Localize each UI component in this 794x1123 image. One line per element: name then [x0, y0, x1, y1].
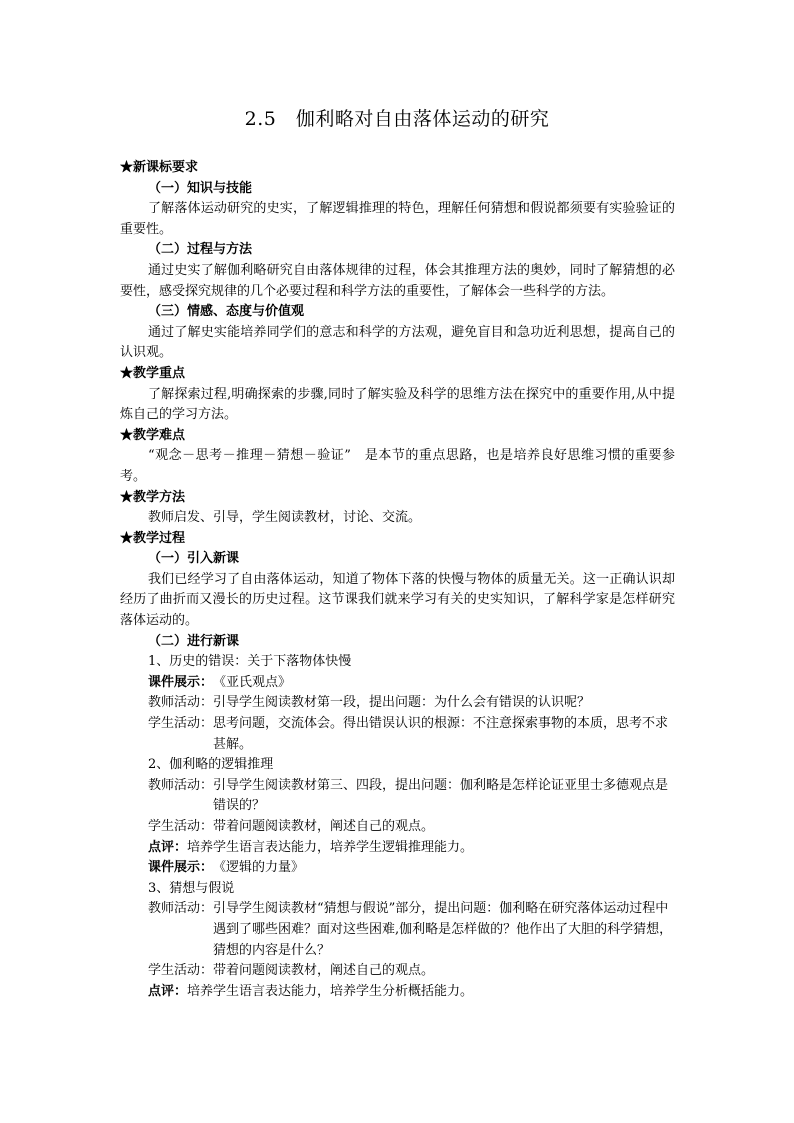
paragraph-fangfa: 教师启发、引导，学生阅读教材，讨论、交流。 — [148, 510, 422, 526]
student-label: 学生活动： — [148, 819, 214, 834]
comment-label: 点评： — [148, 839, 188, 855]
student-text: 思考问题，交流体会。得出错误认识的根源：不注意探索事物的本质，思考不求甚解。 — [213, 716, 669, 752]
teacher-label: 教师活动： — [148, 777, 214, 793]
paragraph-nandian: “观念－思考－推理－猜想－验证” 是本节的重点思路，也是培养良好思维习惯的重要参考。 — [120, 448, 675, 484]
document-body — [120, 158, 675, 1002]
comment-3 — [120, 982, 675, 1003]
subheading-jinxing: （二）进行新课 — [148, 633, 240, 649]
student-text: 带着问题阅读教材，阐述自己的观点。 — [213, 963, 435, 979]
kejian-row-1 — [120, 673, 675, 694]
comment-text: 培养学生语言表达能力，培养学生分析概括能力。 — [187, 983, 474, 999]
section-heading-nandian: ★教学难点 — [120, 427, 186, 443]
teacher-activity-2 — [120, 776, 675, 817]
subheading-zhishi: （一）知识与技能 — [148, 180, 253, 196]
paragraph-zhishi: 了解落体运动研究的史实，了解逻辑推理的特色，理解任何猜想和假说都须要有实验验证的重要性。 — [120, 201, 675, 237]
student-label: 学生活动： — [148, 716, 214, 732]
paragraph-guocheng: 通过史实了解伽利略研究自由落体规律的过程，体会其推理方法的奥妙，同时了解猜想的必要性，感受探究规律的几个必要过程和科学方法的重要性，了解体会一些科学的方法。 — [120, 262, 675, 299]
section-heading-fangfa: ★教学方法 — [120, 489, 186, 505]
comment-label: 点评： — [148, 983, 188, 999]
student-activity-2 — [120, 817, 675, 838]
comment-2 — [120, 838, 675, 859]
teacher-label: 教师活动： — [148, 901, 214, 917]
teacher-activity-1 — [120, 693, 675, 714]
section-heading-guocheng: ★教学过程 — [120, 530, 186, 546]
section-heading-zhongdian: ★教学重点 — [120, 365, 186, 381]
item-1: 1、历史的错误：关于下落物体快慢 — [148, 654, 352, 670]
teacher-activity-3 — [120, 899, 675, 961]
subheading-qinggan: （三）情感、态度与价值观 — [148, 304, 305, 320]
section-heading-biaozhun: ★新课标要求 — [120, 160, 199, 175]
kejian-row-2 — [120, 858, 675, 879]
item-2: 2、伽利略的逻辑推理 — [148, 757, 274, 773]
kejian-label: 课件展示： — [148, 860, 214, 876]
student-activity-3 — [120, 961, 675, 982]
teacher-text: 引导学生阅读教材第三、四段，提出问题：伽利略是怎样论证亚里士多德观点是错误的？ — [213, 777, 669, 814]
kejian-label: 课件展示： — [148, 674, 214, 690]
teacher-text: 引导学生阅读教材第一段，提出问题：为什么会有错误的认识呢？ — [213, 695, 591, 711]
kejian-text: 《逻辑的力量》 — [213, 860, 305, 876]
subheading-guocheng: （二）过程与方法 — [148, 242, 253, 258]
paragraph-zhongdian: 了解探索过程,明确探索的步骤,同时了解实验及科学的思维方法在探究中的重要作用,从中提炼自己的学习方法。 — [120, 386, 675, 423]
student-label: 学生活动： — [148, 963, 214, 979]
teacher-text: 引导学生阅读教材“猜想与假说”部分，提出问题：伽利略在研究落体运动过程中遇到了哪些困难？面对这些困难,伽利略是怎样做的？他作出了大胆的科学猜想，猜想的内容是什么？ — [213, 901, 673, 958]
kejian-text: 《亚氏观点》 — [213, 674, 292, 690]
paragraph-qinggan: 通过了解史实能培养同学们的意志和科学的方法观，避免盲目和急功近利思想，提高自己的认识观。 — [120, 324, 675, 361]
page-title: 2.5 伽利略对自由落体运动的研究 — [244, 108, 550, 130]
item-3: 3、猜想与假说 — [148, 880, 235, 896]
student-activity-1 — [120, 714, 675, 755]
student-text: 带着问题阅读教材，阐述自己的观点。 — [213, 819, 435, 834]
teacher-label: 教师活动： — [148, 695, 214, 711]
subheading-yinru: （一）引入新课 — [148, 551, 240, 567]
paragraph-yinru: 我们已经学习了自由落体运动，知道了物体下落的快慢与物体的质量无关。这一正确认识却经历了曲折而又漫长的历史过程。这节课我们就来学习有关的史实知识，了解科学家是怎样研究落体运动的。 — [120, 571, 675, 629]
comment-text: 培养学生语言表达能力，培养学生逻辑推理能力。 — [187, 839, 474, 855]
